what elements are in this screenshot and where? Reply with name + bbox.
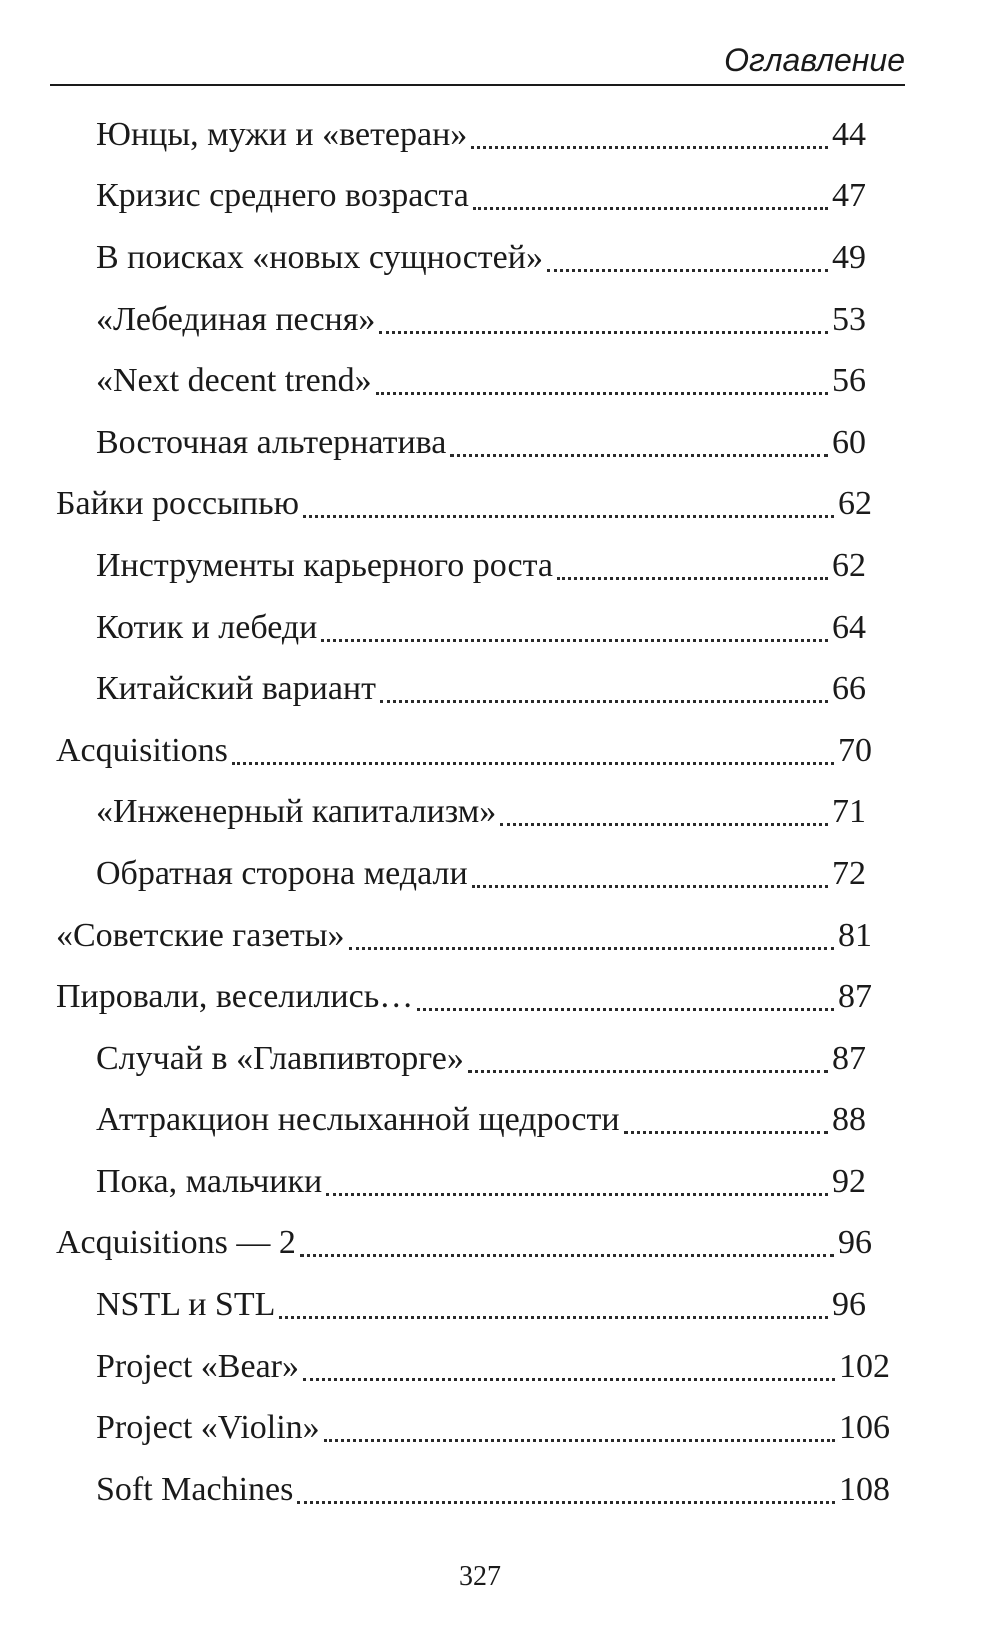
toc-entry[interactable] bbox=[96, 1151, 866, 1213]
toc-entry-page: 72 bbox=[832, 854, 866, 892]
toc-entry[interactable] bbox=[56, 966, 872, 1028]
toc-entry[interactable] bbox=[96, 412, 866, 474]
toc-entry-page: 87 bbox=[838, 978, 872, 1016]
toc-entry-page: 64 bbox=[832, 608, 866, 646]
toc-entry-page: 62 bbox=[838, 485, 872, 523]
toc-entry-title: Пировали, веселились… bbox=[56, 978, 414, 1016]
toc-entry-title: Project «Violin» bbox=[96, 1409, 320, 1447]
toc-entry-title: Случай в «Главпивторге» bbox=[96, 1039, 464, 1077]
toc-dot-leader bbox=[232, 761, 834, 765]
toc-entry-title: «Советские газеты» bbox=[56, 916, 345, 954]
toc-entry-page: 96 bbox=[838, 1224, 872, 1262]
toc-dot-leader bbox=[300, 1253, 834, 1257]
toc-dot-leader bbox=[303, 1377, 835, 1381]
toc-entry[interactable] bbox=[96, 1397, 890, 1459]
toc-entry-page: 102 bbox=[839, 1347, 890, 1385]
toc-dot-leader bbox=[547, 268, 828, 272]
toc-entry-title: Soft Machines bbox=[96, 1470, 294, 1508]
toc-entry[interactable] bbox=[56, 1213, 872, 1275]
toc-entry-page: 56 bbox=[832, 362, 866, 400]
toc-dot-leader bbox=[557, 576, 828, 580]
toc-dot-leader bbox=[349, 946, 834, 950]
toc-entry-title: Обратная сторона медали bbox=[96, 854, 468, 892]
toc-dot-leader bbox=[380, 699, 828, 703]
toc-entry-page: 53 bbox=[832, 300, 866, 338]
header-rule bbox=[50, 84, 905, 86]
toc-entry[interactable] bbox=[56, 720, 872, 782]
running-head-title: Оглавление bbox=[724, 42, 905, 78]
toc-entry[interactable] bbox=[56, 905, 872, 967]
toc-entry[interactable] bbox=[96, 535, 866, 597]
toc-entry-page: 47 bbox=[832, 177, 866, 215]
page-number: 327 bbox=[459, 1561, 501, 1592]
table-of-contents bbox=[0, 104, 1000, 1521]
toc-entry-title: Инструменты карьерного роста bbox=[96, 546, 554, 584]
toc-entry-page: 87 bbox=[832, 1039, 866, 1077]
toc-entry-title: Юнцы, мужи и «ветеран» bbox=[96, 115, 468, 153]
toc-entry-title: Project «Bear» bbox=[96, 1347, 299, 1385]
toc-entry-title: Аттракцион неслыханной щедрости bbox=[96, 1101, 620, 1139]
toc-entry[interactable] bbox=[96, 1274, 866, 1336]
toc-entry-page: 49 bbox=[832, 238, 866, 276]
toc-entry-title: Acquisitions bbox=[56, 731, 228, 769]
toc-entry[interactable] bbox=[96, 597, 866, 659]
toc-entry-title: «Next decent trend» bbox=[96, 362, 372, 400]
toc-entry-title: Acquisitions — 2 bbox=[56, 1224, 296, 1262]
toc-entry-title: Пока, мальчики bbox=[96, 1162, 323, 1200]
toc-entry-page: 96 bbox=[832, 1286, 866, 1324]
toc-entry-page: 70 bbox=[838, 731, 872, 769]
toc-entry[interactable] bbox=[96, 1459, 890, 1521]
toc-dot-leader bbox=[468, 1069, 828, 1073]
toc-entry-page: 106 bbox=[839, 1409, 890, 1447]
toc-entry[interactable] bbox=[96, 289, 866, 351]
toc-dot-leader bbox=[472, 884, 828, 888]
toc-entry-title: NSTL и STL bbox=[96, 1286, 276, 1324]
toc-entry-page: 71 bbox=[832, 793, 866, 831]
toc-entry-page: 62 bbox=[832, 546, 866, 584]
toc-entry[interactable] bbox=[96, 1336, 890, 1398]
toc-entry-title: «Инженерный капитализм» bbox=[96, 793, 497, 831]
toc-dot-leader bbox=[303, 514, 834, 518]
toc-entry-title: Котик и лебеди bbox=[96, 608, 318, 646]
toc-dot-leader bbox=[450, 453, 828, 457]
toc-dot-leader bbox=[624, 1130, 828, 1134]
toc-dot-leader bbox=[500, 822, 828, 826]
toc-entry[interactable] bbox=[96, 350, 866, 412]
toc-entry[interactable] bbox=[96, 1090, 866, 1152]
toc-entry[interactable] bbox=[96, 104, 866, 166]
toc-entry-page: 66 bbox=[832, 670, 866, 708]
toc-entry[interactable] bbox=[96, 166, 866, 228]
toc-entry-page: 60 bbox=[832, 423, 866, 461]
toc-dot-leader bbox=[326, 1192, 828, 1196]
toc-entry-page: 44 bbox=[832, 115, 866, 153]
toc-entry[interactable] bbox=[96, 1028, 866, 1090]
toc-entry[interactable] bbox=[96, 658, 866, 720]
toc-entry-page: 88 bbox=[832, 1101, 866, 1139]
toc-dot-leader bbox=[297, 1500, 835, 1504]
toc-dot-leader bbox=[324, 1438, 835, 1442]
toc-entry[interactable] bbox=[96, 782, 866, 844]
toc-entry-title: «Лебединая песня» bbox=[96, 300, 376, 338]
toc-entry-title: Китайский вариант bbox=[96, 670, 376, 708]
toc-entry-title: Восточная альтернатива bbox=[96, 423, 447, 461]
toc-dot-leader bbox=[376, 391, 828, 395]
toc-entry[interactable] bbox=[96, 227, 866, 289]
toc-entry-title: В поисках «новых сущностей» bbox=[96, 238, 543, 276]
toc-entry-title: Байки россыпью bbox=[56, 485, 299, 523]
toc-entry-title: Кризис среднего возраста bbox=[96, 177, 469, 215]
toc-entry[interactable] bbox=[96, 843, 866, 905]
toc-entry-page: 108 bbox=[839, 1470, 890, 1508]
toc-dot-leader bbox=[473, 206, 828, 210]
toc-dot-leader bbox=[279, 1315, 828, 1319]
toc-entry[interactable] bbox=[56, 474, 872, 536]
toc-entry-page: 92 bbox=[832, 1162, 866, 1200]
toc-dot-leader bbox=[321, 638, 828, 642]
toc-dot-leader bbox=[417, 1007, 834, 1011]
toc-dot-leader bbox=[471, 145, 828, 149]
toc-dot-leader bbox=[379, 330, 828, 334]
toc-entry-page: 81 bbox=[838, 916, 872, 954]
